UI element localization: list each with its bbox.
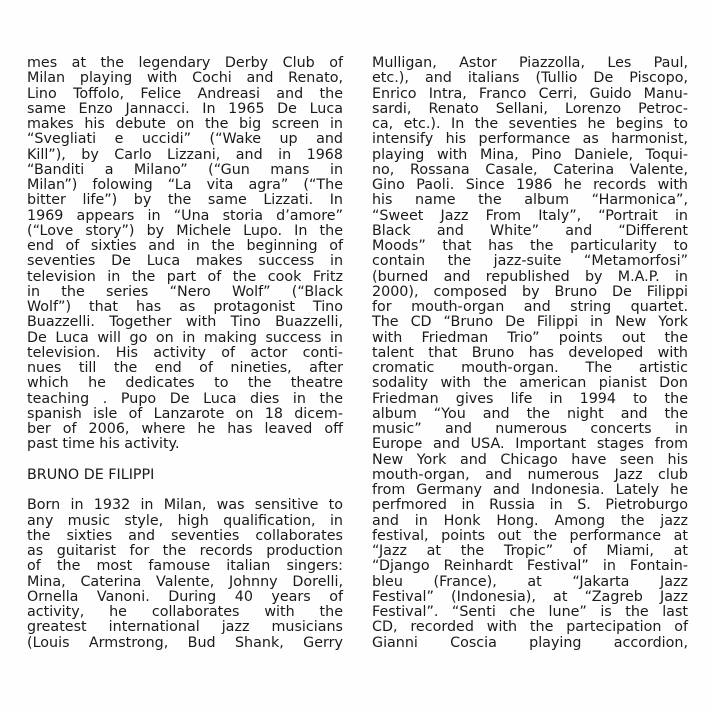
text-line: music” and numerous concerts in xyxy=(372,421,688,437)
text-line: same Enzo Jannacci. In 1965 De Luca xyxy=(27,100,343,117)
text-line: De Luca will go on in making success in xyxy=(27,329,343,346)
text-line: Buazzelli. Together with Tino Buazzelli, xyxy=(27,314,343,331)
text-line: Milan playing with Cochi and Renato, xyxy=(27,70,343,87)
text-line: (“Love story”) by Michele Lupo. In the xyxy=(27,222,343,239)
text-line: “Banditi a Milano” (“Gun mans in xyxy=(27,161,343,178)
text-line: Ornella Vanoni. During 40 years of xyxy=(27,588,343,605)
text-line: “Svegliati e uccidi” (“Wake up and xyxy=(27,131,343,148)
text-line: CD, recorded with the partecipation of xyxy=(372,619,688,636)
text-line: Festival” (Indonesia), at “Zagreb Jazz xyxy=(372,588,688,605)
text-line: The CD “Bruno De Filippi in New York xyxy=(372,314,688,331)
text-line: mes at the legendary Derby Club of xyxy=(27,55,343,71)
text-line: from Germany and Indonesia. Lately he xyxy=(372,482,688,498)
text-line: Mulligan, Astor Piazzolla, Les Paul, xyxy=(372,55,688,71)
text-line: spanish isle of Lanzarote on 18 dicem- xyxy=(27,405,343,422)
text-line: with Friedman Trio” points out the xyxy=(372,329,688,346)
text-line: 2000), composed by Bruno De Filippi xyxy=(372,283,688,300)
text-line: New York and Chicago have seen his xyxy=(372,451,688,468)
biography-paragraph xyxy=(27,498,343,651)
text-line: Gino Paoli. Since 1986 he records with xyxy=(372,177,688,193)
text-line: Festival”. “Senti che lune” is the last xyxy=(372,604,688,620)
text-line: 1969 appears in “Una storia d’amore” xyxy=(27,207,343,224)
text-line: Milan”) folowing “La vita agra” (“The xyxy=(27,177,343,193)
text-line: television. His activity of actor conti- xyxy=(27,344,343,361)
text-line: etc.), and italians (Tullio De Piscopo, xyxy=(372,70,688,87)
text-line: intensify his performance as harmonist, xyxy=(372,131,688,148)
left-column xyxy=(27,56,343,651)
text-line: end of sixties and in the beginning of xyxy=(27,238,343,254)
text-line: album “You and the night and the xyxy=(372,405,688,422)
text-line: of the most famouse italian singers: xyxy=(27,558,343,575)
biography-paragraph xyxy=(27,56,343,453)
paragraph-gap xyxy=(27,483,343,498)
text-line: bleu (France), at “Jakarta Jazz xyxy=(372,573,688,590)
text-line: his name the album “Harmonica”, xyxy=(372,192,688,209)
text-line: seventies De Luca makes success in xyxy=(27,253,343,270)
text-line: as guitarist for the records production xyxy=(27,543,343,559)
text-line: for mouth-organ and string quartet. xyxy=(372,299,688,315)
text-line: Moods” that has the particularity to xyxy=(372,238,688,254)
text-line: Enrico Intra, Franco Cerri, Guido Manu- xyxy=(372,85,688,102)
text-line: nues till the end of nineties, after xyxy=(27,360,343,376)
text-line: Kill”), by Carlo Lizzani, and in 1968 xyxy=(27,146,343,163)
text-line: ca, etc.). In the seventies he begins to xyxy=(372,116,688,132)
text-line: Black and White” and “Different xyxy=(372,222,688,239)
text-line: and in Honk Hong. Among the jazz xyxy=(372,512,688,529)
text-line: playing with Mina, Pino Daniele, Toqui- xyxy=(372,146,688,163)
text-line: contain the jazz-suite “Metamorfosi” xyxy=(372,253,688,270)
text-line: in the series “Nero Wolf” (“Black xyxy=(27,283,343,300)
right-column xyxy=(372,56,688,651)
text-line: greatest international jazz musicians xyxy=(27,619,343,636)
text-line: cromatic mouth-organ. The artistic xyxy=(372,360,688,376)
text-line: sardi, Renato Sellani, Lorenzo Petroc- xyxy=(372,100,688,117)
text-line: (burned and republished by M.A.P. in xyxy=(372,268,688,285)
section-heading: BRUNO DE FILIPPI xyxy=(27,466,155,483)
text-line: which he dedicates to the theatre xyxy=(27,375,343,392)
text-line: sodality with the american pianist Don xyxy=(372,375,688,392)
text-line: Born in 1932 in Milan, was sensitive to xyxy=(27,497,343,514)
text-line: Mina, Caterina Valente, Johnny Dorelli, xyxy=(27,573,343,590)
text-line: bitter life”) by the same Lizzati. In xyxy=(27,192,343,209)
text-line: the sixties and seventies collaborates xyxy=(27,527,343,544)
text-line: television in the part of the cook Fritz xyxy=(27,268,343,285)
text-line: “Sweet Jazz From Italy”, “Portrait in xyxy=(372,207,688,224)
text-line: Europe and USA. Important stages from xyxy=(372,436,688,453)
text-line: mouth-organ, and numerous Jazz club xyxy=(372,466,688,483)
text-line: (Louis Armstrong, Bud Shank, Gerry xyxy=(27,634,343,651)
text-line: Friedman gives life in 1994 to the xyxy=(372,390,688,407)
text-line: Lino Toffolo, Felice Andreasi and the xyxy=(27,85,343,102)
text-line: past time his activity. xyxy=(27,436,180,453)
text-line: makes his debute on the big screen in xyxy=(27,116,343,132)
paragraph-gap xyxy=(27,453,343,468)
text-line: Gianni Coscia playing accordion, xyxy=(372,634,688,651)
text-line: any music style, high qualification, in xyxy=(27,512,343,529)
text-line: talent that Bruno has developed with xyxy=(372,344,688,361)
text-line: festival, points out the performance at xyxy=(372,527,688,544)
biography-paragraph xyxy=(372,56,688,651)
text-line: “Django Reinhardt Festival” in Fontain- xyxy=(372,558,688,575)
text-line: Wolf”) that has as protagonist Tino xyxy=(27,299,343,315)
text-line: activity, he collaborates with the xyxy=(27,604,343,620)
text-line: “Jazz at the Tropic” of Miami, at xyxy=(372,543,688,559)
text-line: teaching . Pupo De Luca dies in the xyxy=(27,390,343,407)
text-line: ber of 2006, where he has leaved off xyxy=(27,421,343,437)
text-line: perfmored in Russia in S. Pietroburgo xyxy=(372,497,688,514)
text-line: no, Rossana Casale, Caterina Valente, xyxy=(372,161,688,178)
